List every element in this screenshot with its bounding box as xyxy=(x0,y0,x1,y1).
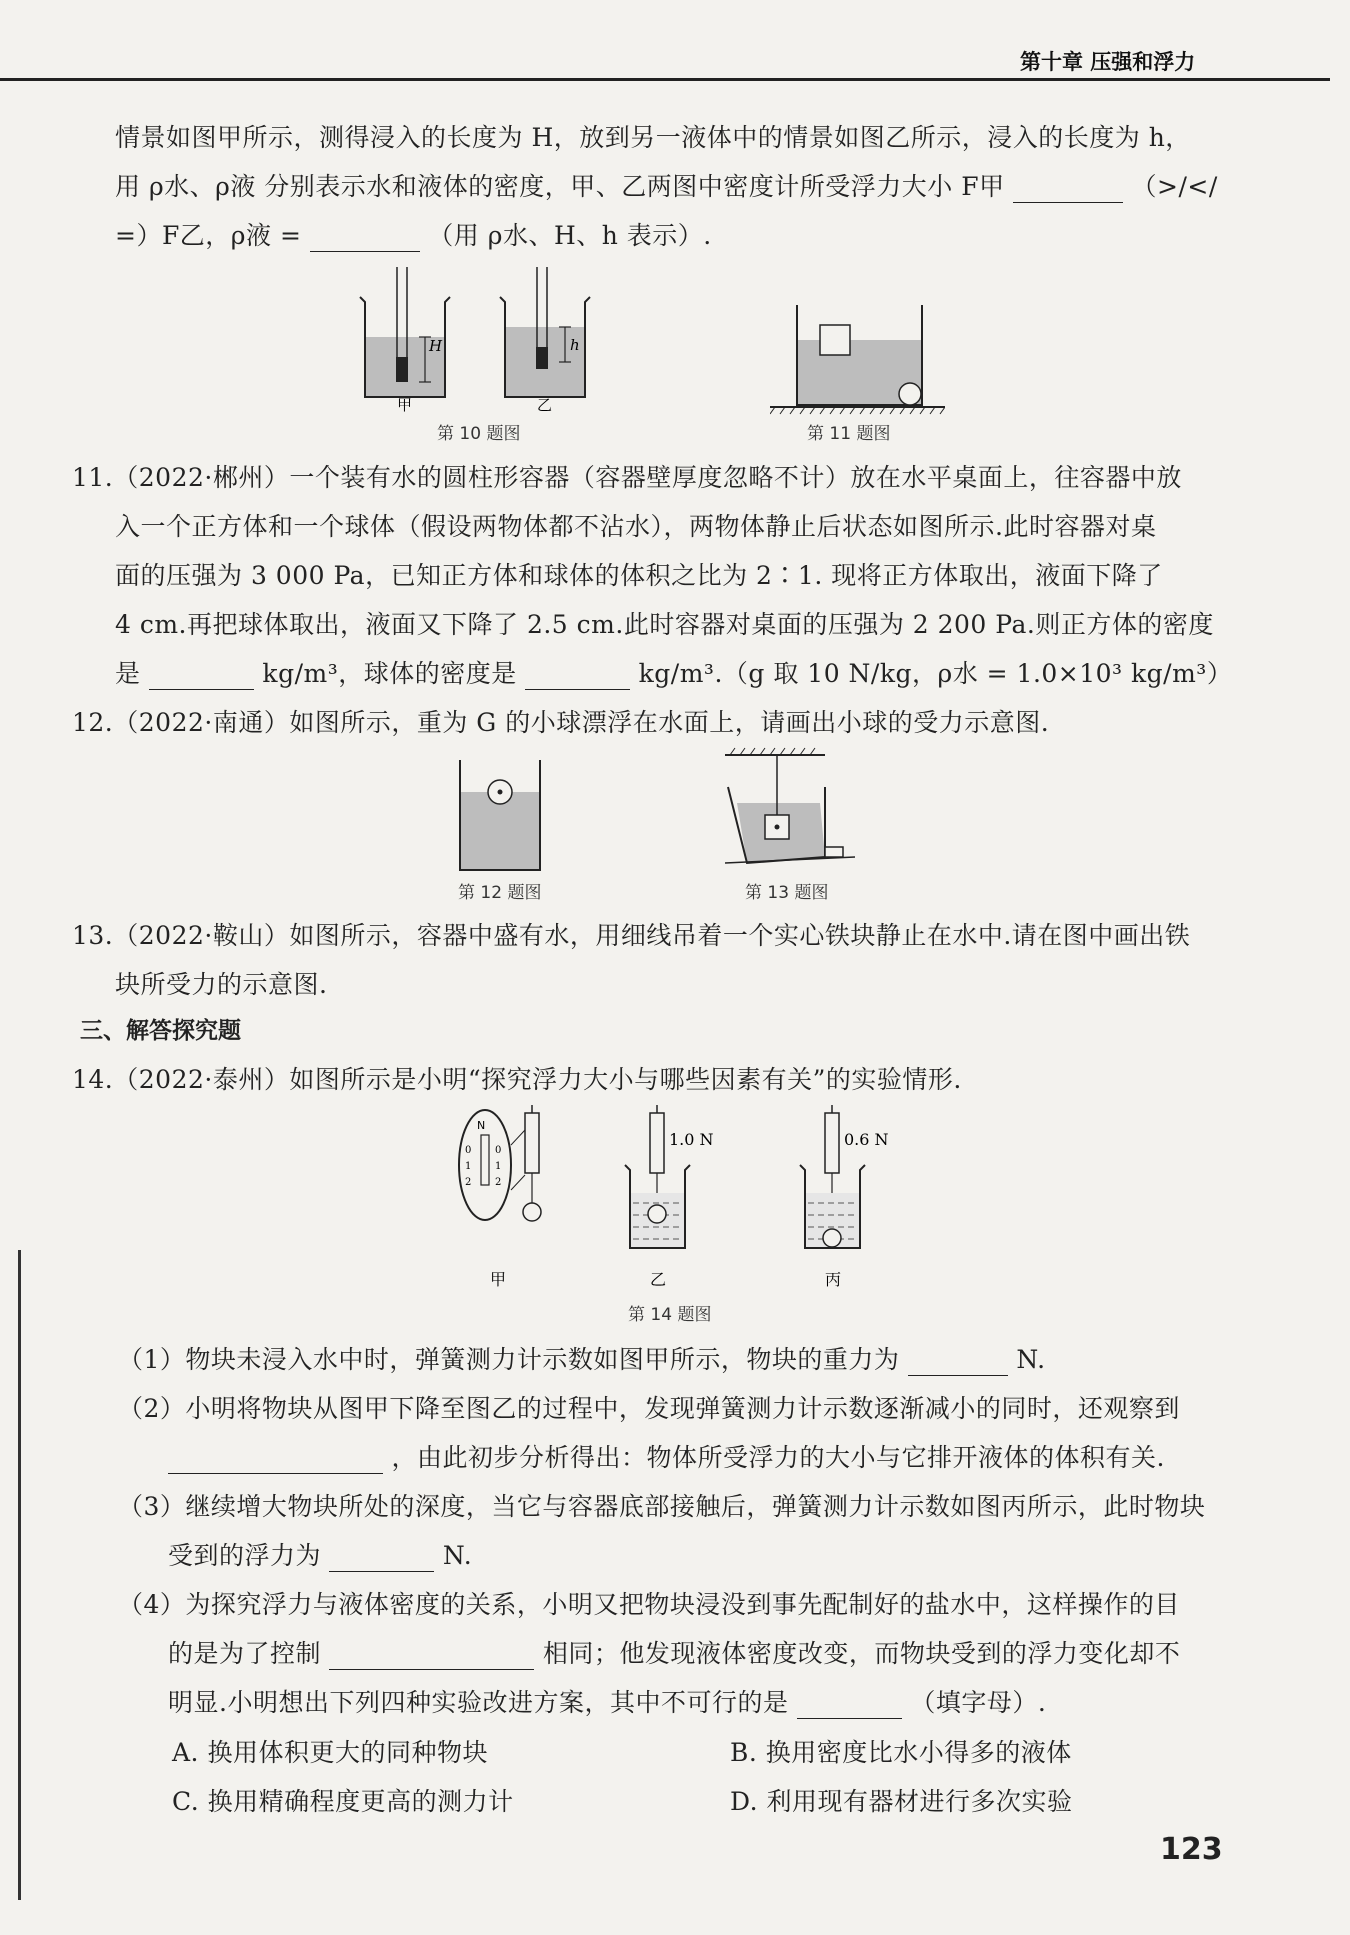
answer-blank[interactable] xyxy=(329,1547,434,1572)
q11-line-1: 11.（2022·郴州）一个装有水的圆柱形容器（容器壁厚度忽略不计）放在水平桌面上，往容器中放 xyxy=(72,463,1182,492)
option-b: B. 换用密度比水小得多的液体 xyxy=(730,1738,1072,1767)
block-yi xyxy=(648,1205,666,1223)
q14-part-2-cont xyxy=(168,1438,1165,1474)
answer-blank[interactable] xyxy=(310,227,420,252)
q14-part-1 xyxy=(118,1340,1046,1376)
figure-13-caption: 第 13 题图 xyxy=(745,883,829,903)
q11-line-5-tail: kg/m³.（g 取 10 N/kg，ρ水 = 1.0×10³ kg/m³） xyxy=(638,659,1233,688)
spring-scale-jia xyxy=(525,1113,539,1173)
q11-line-3: 面的压强为 3 000 Pa，已知正方体和球体的体积之比为 2∶1. 现将正方体取出，液面下降了 xyxy=(115,561,1163,590)
answer-blank[interactable] xyxy=(149,665,254,690)
label-jia: 甲 xyxy=(397,396,413,414)
figure-10-caption: 第 10 题图 xyxy=(437,424,521,444)
answer-blank[interactable] xyxy=(168,1449,383,1474)
scale-left-0: 0 xyxy=(465,1145,472,1156)
scale-right-1: 1 xyxy=(495,1161,502,1172)
q14-part-4: （4）为探究浮力与液体密度的关系，小明又把物块浸没到事先配制好的盐水中，这样操作的目 xyxy=(118,1590,1180,1619)
q14-part-3-text: 受到的浮力为 xyxy=(168,1541,322,1570)
figure-14-caption: 第 14 题图 xyxy=(628,1305,712,1325)
spring-scale-yi xyxy=(650,1113,664,1173)
page-header xyxy=(0,0,1350,82)
q10-line-2 xyxy=(115,167,1218,203)
spring-scale-bing xyxy=(825,1113,839,1173)
q11-line-5-text: 是 xyxy=(115,659,141,688)
q10-line-2-tail: （>/</ xyxy=(1131,172,1218,201)
answer-blank[interactable] xyxy=(1013,178,1123,203)
q10-line-1: 情景如图甲所示，测得浸入的长度为 H，放到另一液体中的情景如图乙所示，浸入的长度为 h， xyxy=(115,123,1191,152)
q10-line-3 xyxy=(115,216,712,252)
q14-part-4-tail: （填字母）. xyxy=(910,1688,1047,1717)
scale-right-2: 2 xyxy=(495,1177,502,1188)
q14-part-4-mid: 相同；他发现液体密度改变，而物块受到的浮力变化却不 xyxy=(542,1639,1181,1668)
q14-part-3-unit: N. xyxy=(442,1541,473,1570)
label-yi: 乙 xyxy=(537,396,553,414)
q14-part-1-unit: N. xyxy=(1016,1345,1046,1374)
binding-edge xyxy=(18,1250,21,1900)
fig14-label-yi: 乙 xyxy=(650,1270,667,1289)
reading-bing: 0.6 N xyxy=(844,1130,889,1149)
answer-blank[interactable] xyxy=(797,1694,902,1719)
q14-part-2-tail: ，由此初步分析得出：物体所受浮力的大小与它排开液体的体积有关. xyxy=(391,1443,1165,1472)
header-rule xyxy=(0,78,1330,81)
q14-part-4-cont-2 xyxy=(168,1683,1046,1719)
q11-line-2: 入一个正方体和一个球体（假设两物体都不沾水），两物体静止后状态如图所示.此时容器对桌 xyxy=(115,512,1157,541)
fig14-n-label: N xyxy=(477,1119,486,1132)
q11-line-4: 4 cm.再把球体取出，液面又下降了 2.5 cm.此时容器对桌面的压强为 2 200 Pa.则正方体的密度 xyxy=(115,610,1214,639)
ball-11 xyxy=(899,383,921,405)
q12-line-1: 12.（2022·南通）如图所示，重为 G 的小球漂浮在水面上，请画出小球的受力示意图. xyxy=(72,708,1050,737)
figure-12 xyxy=(455,760,545,875)
page-number: 123 xyxy=(1160,1832,1223,1867)
option-c: C. 换用精确程度更高的测力计 xyxy=(172,1787,514,1816)
q14-part-4-cont xyxy=(168,1634,1180,1670)
chapter-title: 第十章 压强和浮力 xyxy=(1020,50,1196,74)
densimeter-yi xyxy=(536,347,548,369)
q14-part-1-text: （1）物块未浸入水中时，弹簧测力计示数如图甲所示，物块的重力为 xyxy=(118,1345,900,1374)
q10-line-2-text: 用 ρ水、ρ液 分别表示水和液体的密度，甲、乙两图中密度计所受浮力大小 F甲 xyxy=(115,172,1005,201)
scale-right-0: 0 xyxy=(495,1145,502,1156)
scale-left-2: 2 xyxy=(465,1177,472,1188)
figure-11-caption: 第 11 题图 xyxy=(807,424,891,444)
q11-line-5 xyxy=(115,654,1232,690)
reading-yi: 1.0 N xyxy=(669,1130,714,1149)
fig14-label-jia: 甲 xyxy=(490,1270,507,1289)
q14-part-3-cont xyxy=(168,1536,472,1572)
wedge-block-13 xyxy=(825,847,843,857)
block-bing xyxy=(823,1229,841,1247)
answer-blank[interactable] xyxy=(908,1351,1008,1376)
densimeter-jia xyxy=(396,357,408,382)
figure-12-caption: 第 12 题图 xyxy=(458,883,542,903)
answer-blank[interactable] xyxy=(525,665,630,690)
scale-left-1: 1 xyxy=(465,1161,472,1172)
fig14-label-bing: 丙 xyxy=(825,1270,842,1289)
section-title: 三、解答探究题 xyxy=(80,1018,241,1044)
figure-14 xyxy=(455,1105,925,1305)
q13-line-1: 13.（2022·鞍山）如图所示，容器中盛有水，用细线吊着一个实心铁块静止在水中.请在图中画出铁 xyxy=(72,921,1191,950)
q10-line-3-tail: （用 ρ水、H、h 表示）. xyxy=(428,221,712,250)
figure-11 xyxy=(770,300,945,420)
answer-blank[interactable] xyxy=(329,1645,534,1670)
q11-line-5-mid: kg/m³，球体的密度是 xyxy=(262,659,517,688)
q14-part-4-text-2: 明显.小明想出下列四种实验改进方案，其中不可行的是 xyxy=(168,1688,789,1717)
label-H: H xyxy=(429,337,443,355)
block-jia xyxy=(523,1203,541,1221)
cube-11 xyxy=(820,325,850,355)
q14-line-1: 14.（2022·泰州）如图所示是小明“探究浮力大小与哪些因素有关”的实验情形. xyxy=(72,1065,962,1094)
q10-line-3-text: =）F乙，ρ液 = xyxy=(115,221,302,250)
figure-10 xyxy=(355,262,605,442)
label-h: h xyxy=(570,336,580,354)
q14-part-4-text: 的是为了控制 xyxy=(168,1639,322,1668)
figure-13 xyxy=(725,745,855,875)
option-a: A. 换用体积更大的同种物块 xyxy=(172,1738,488,1767)
q14-part-3: （3）继续增大物块所处的深度，当它与容器底部接触后，弹簧测力计示数如图丙所示，此时物块 xyxy=(118,1492,1206,1521)
option-d: D. 利用现有器材进行多次实验 xyxy=(730,1787,1073,1816)
q14-part-2: （2）小明将物块从图甲下降至图乙的过程中，发现弹簧测力计示数逐渐减小的同时，还观察到 xyxy=(118,1394,1180,1423)
q13-line-2: 块所受力的示意图. xyxy=(115,970,328,999)
